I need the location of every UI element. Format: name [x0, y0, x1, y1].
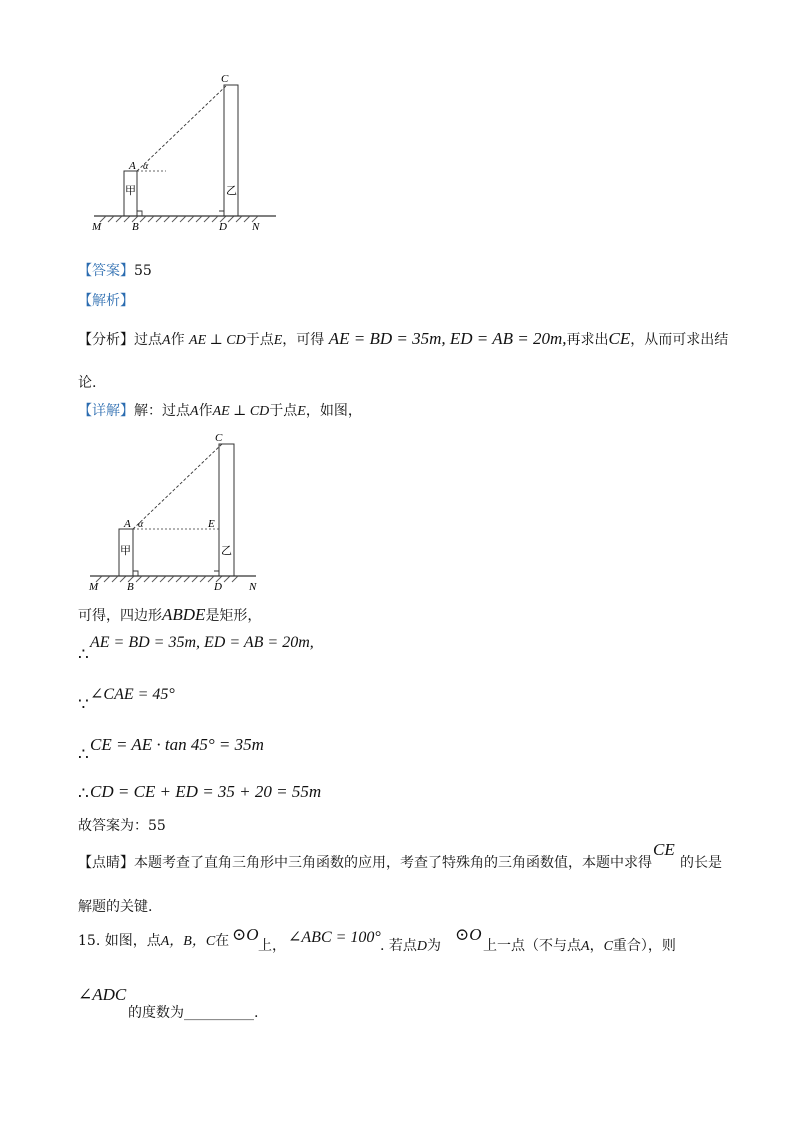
fenxi-E: E: [273, 333, 283, 348]
label-C: C: [221, 73, 229, 85]
sight-line-2: [133, 444, 222, 529]
xiangjie-cond: AE ⊥ CD: [212, 404, 270, 419]
fenxi-text-6: ，从而可求出结: [630, 332, 729, 348]
step-5-symbol: ∴: [78, 784, 89, 803]
q15-text-2: 上，: [258, 938, 286, 954]
q15-line-1: [78, 930, 229, 950]
q15-text-1: 在: [215, 933, 230, 949]
q15-text-4: 为: [427, 938, 442, 954]
q15-circle-2: ⊙O: [455, 925, 482, 944]
dianjing-line: [78, 852, 652, 872]
step-1-text-a: 可得，四边形: [78, 608, 162, 624]
q15-D: D: [416, 939, 428, 954]
ground: [94, 216, 276, 222]
q15-text-9: .: [254, 1005, 259, 1021]
fig2-label-alpha: α: [138, 519, 144, 530]
xiangjie-text-4: ，如图，: [305, 403, 362, 419]
fig2-label-M: M: [89, 581, 99, 593]
fenxi-tag: 【分析】: [78, 332, 134, 348]
step-5: CD = CE + ED = 35 + 20 = 55m: [90, 782, 322, 801]
q15-points: A，B，C: [160, 934, 216, 949]
xiangjie-tag: 【详解】: [78, 403, 134, 419]
fig2-label-jia: 甲: [120, 545, 131, 557]
label-M: M: [92, 221, 102, 233]
xiangjie-E: E: [297, 404, 306, 419]
answer-value: 55: [134, 263, 152, 279]
fenxi-CE: CE: [608, 329, 631, 348]
fig2-label-N: N: [249, 581, 257, 593]
answer-tag: 【答案】: [78, 263, 134, 279]
label-B: B: [132, 221, 139, 233]
fig2-label-yi: 乙: [221, 545, 232, 557]
fenxi-text-5: 再求出: [566, 332, 609, 348]
q15-text-8: 的度数为: [128, 1005, 184, 1021]
fig2-label-A: A: [124, 518, 131, 530]
fig2-label-D: D: [214, 581, 222, 593]
dianjing-text-1: 本题考查了直角三角形中三角函数的应用，考查了特殊角的三角函数值，本题中求得: [134, 855, 652, 871]
step-1: [78, 605, 261, 625]
step-2-symbol: ∴: [78, 645, 89, 664]
q15-text-5a: 上一点（不与点: [483, 938, 581, 954]
step-2: AE = BD = 35m, ED = AB = 20m,: [90, 634, 314, 651]
q15-text-3: [380, 935, 441, 955]
label-alpha: α: [143, 161, 149, 172]
q15-num: 15. 如图，点: [78, 933, 161, 949]
q15-line-2: [128, 1002, 258, 1022]
q15-text-3a: . 若点: [380, 938, 417, 954]
fenxi-A: A: [162, 333, 171, 348]
q15-A: A: [581, 939, 590, 954]
q15-adc: ∠ADC: [78, 985, 127, 1004]
figure-2: [86, 430, 266, 595]
ground-2: [90, 576, 256, 582]
step-4-symbol: ∴: [78, 745, 89, 764]
fenxi-cond: AE ⊥ CD: [189, 333, 246, 348]
step-4: CE = AE · tan 45° = 35m: [90, 735, 264, 754]
label-yi: 乙: [226, 185, 237, 197]
step-1-abde: ABDE: [162, 605, 206, 624]
xiangjie-text-1: 解：过点: [134, 403, 190, 419]
answer-line: [78, 260, 152, 280]
step-3: ∠CAE = 45°: [90, 686, 175, 703]
label-A: A: [129, 160, 136, 172]
xiangjie-text-2: 作: [198, 403, 213, 419]
step-6: 故答案为：55: [78, 818, 166, 834]
dianjing-line-2: 解题的关键.: [78, 899, 153, 915]
step-1-text-c: 是矩形，: [205, 608, 262, 624]
label-D: D: [219, 221, 227, 233]
q15-C: C: [603, 939, 613, 954]
q15-circle-1: ⊙O: [232, 925, 259, 944]
step-3-symbol: ∵: [78, 695, 89, 714]
q15-blank: __________: [184, 1005, 254, 1021]
fenxi-text-3: 于点: [245, 332, 274, 348]
figure-1: [90, 70, 280, 235]
fenxi-eq: AE = BD = 35m, ED = AB = 20m,: [328, 329, 567, 348]
q15-text-5: [483, 935, 676, 955]
xiangjie-A: A: [190, 404, 199, 419]
dianjing-text-2: 的长是: [680, 855, 722, 871]
label-N: N: [252, 221, 260, 233]
fig2-label-C: C: [215, 432, 223, 444]
fenxi-line-2: 论.: [78, 375, 97, 391]
dianjing-CE: CE: [653, 840, 675, 859]
analysis-tag: 【解析】: [78, 293, 134, 309]
xiangjie-line: [78, 400, 362, 420]
q15-text-7: 重合），则: [612, 938, 676, 954]
q15-text-6: ，: [589, 938, 604, 954]
q15-angle: ∠ABC = 100°: [288, 929, 381, 946]
xiangjie-text-3: 于点: [269, 403, 298, 419]
fenxi-text-2: 作: [170, 332, 185, 348]
fenxi-text-4: ，可得: [282, 332, 325, 348]
fig2-label-B: B: [127, 581, 134, 593]
fenxi-text-1: 过点: [134, 332, 162, 348]
label-jia: 甲: [125, 185, 136, 197]
dianjing-tag: 【点睛】: [78, 855, 134, 871]
fig2-label-E: E: [208, 518, 215, 530]
sight-line: [137, 85, 227, 171]
fenxi-line: [78, 329, 728, 349]
